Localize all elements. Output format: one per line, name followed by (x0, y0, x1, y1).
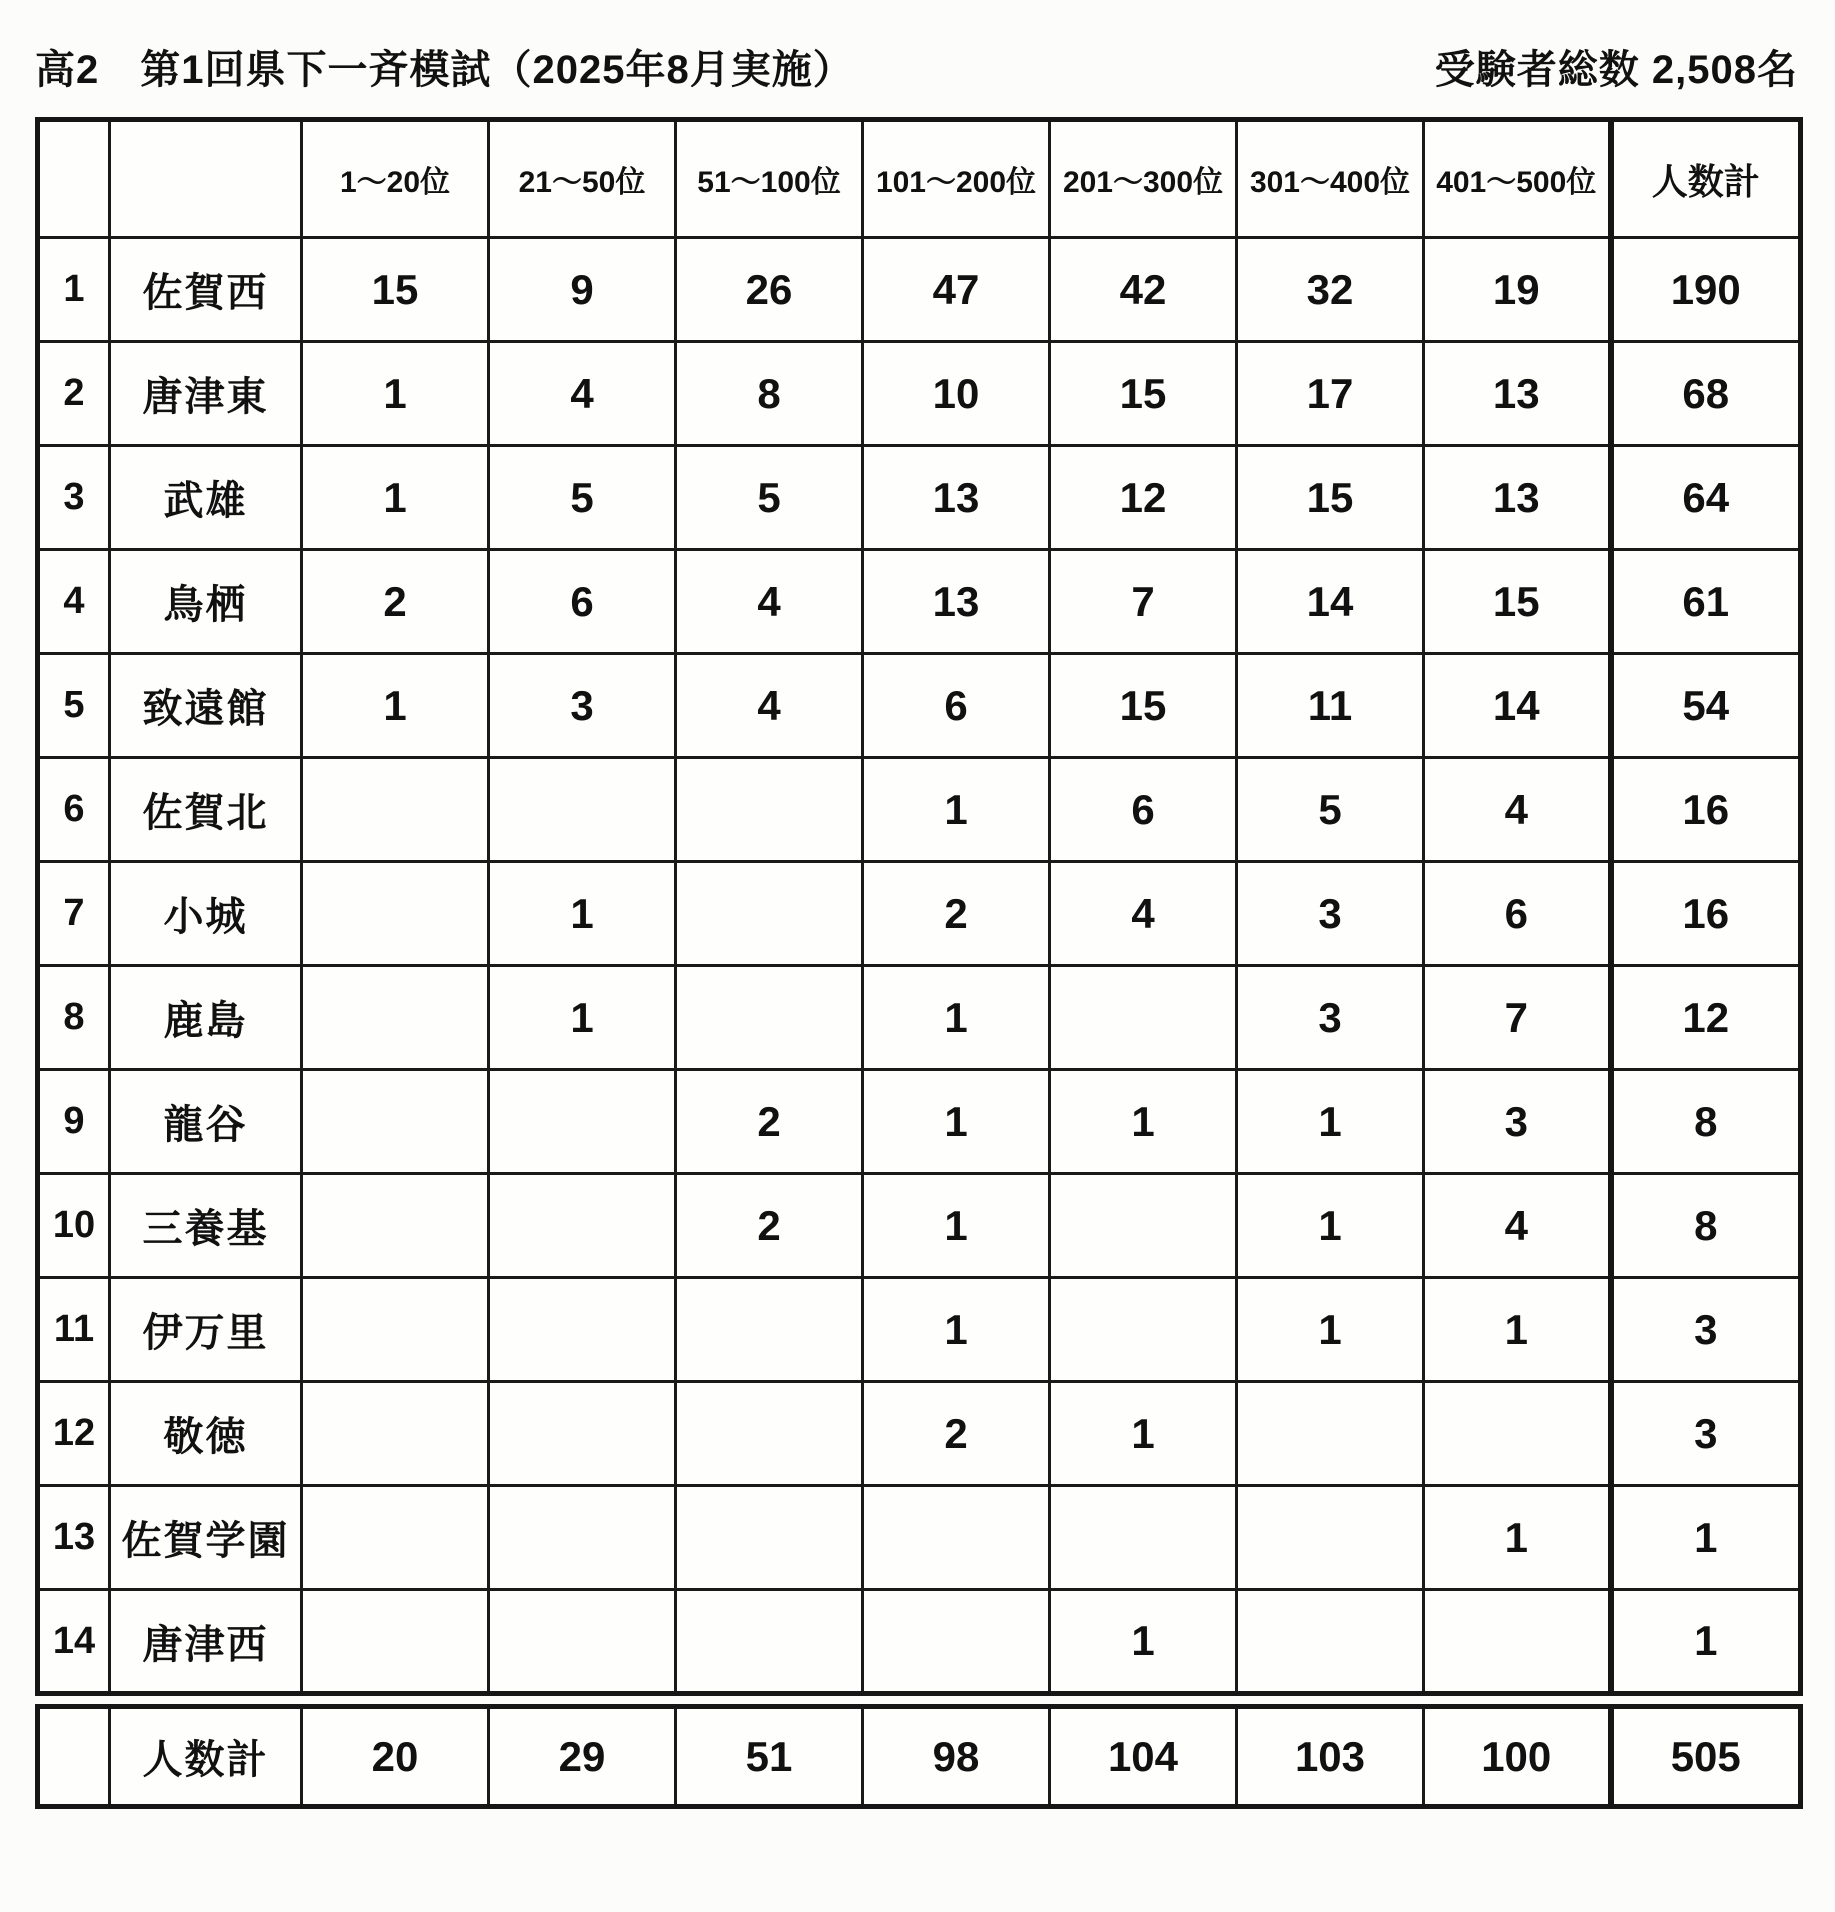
row-number: 1 (38, 238, 110, 342)
table-row (38, 758, 1801, 862)
totals-row (38, 1707, 1801, 1807)
cell-value (489, 1174, 676, 1278)
cell-value: 7 (1424, 966, 1611, 1070)
cell-value: 1 (1237, 1278, 1424, 1382)
cell-value: 1 (1050, 1070, 1237, 1174)
cell-value (863, 1486, 1050, 1590)
cell-value: 1 (1424, 1278, 1611, 1382)
cell-value (302, 1590, 489, 1694)
cell-value: 1 (863, 1278, 1050, 1382)
cell-value: 2 (863, 862, 1050, 966)
cell-value: 6 (863, 654, 1050, 758)
cell-value (676, 1382, 863, 1486)
cell-value: 2 (676, 1174, 863, 1278)
table-row (38, 1070, 1801, 1174)
cell-value: 10 (863, 342, 1050, 446)
table-row (38, 238, 1801, 342)
row-total: 8 (1611, 1174, 1801, 1278)
cell-value (676, 1278, 863, 1382)
row-total: 1 (1611, 1590, 1801, 1694)
table-row (38, 1174, 1801, 1278)
cell-value (302, 862, 489, 966)
table-row (38, 550, 1801, 654)
cell-value (1050, 1174, 1237, 1278)
school-name: 三養基 (110, 1174, 302, 1278)
school-name: 鹿島 (110, 966, 302, 1070)
row-number: 2 (38, 342, 110, 446)
cell-value: 4 (489, 342, 676, 446)
row-number: 7 (38, 862, 110, 966)
row-number: 13 (38, 1486, 110, 1590)
column-total: 104 (1050, 1707, 1237, 1807)
cell-value: 17 (1237, 342, 1424, 446)
row-total: 16 (1611, 758, 1801, 862)
school-header-cell (110, 120, 302, 238)
cell-value: 4 (1424, 1174, 1611, 1278)
school-name: 佐賀北 (110, 758, 302, 862)
cell-value (489, 1590, 676, 1694)
school-name: 唐津東 (110, 342, 302, 446)
column-header: 301～400位 (1237, 120, 1424, 238)
table-row (38, 862, 1801, 966)
cell-value (489, 1382, 676, 1486)
row-number: 12 (38, 1382, 110, 1486)
cell-value: 13 (1424, 446, 1611, 550)
cell-value (676, 1590, 863, 1694)
cell-value (1237, 1590, 1424, 1694)
school-rows (38, 238, 1801, 1694)
cell-value: 4 (1050, 862, 1237, 966)
cell-value: 1 (863, 966, 1050, 1070)
column-header: 101～200位 (863, 120, 1050, 238)
cell-value: 15 (1237, 446, 1424, 550)
cell-value: 3 (1237, 966, 1424, 1070)
row-number: 3 (38, 446, 110, 550)
row-number: 10 (38, 1174, 110, 1278)
table-row (38, 1278, 1801, 1382)
cell-value: 4 (676, 550, 863, 654)
cell-value: 19 (1424, 238, 1611, 342)
cell-value: 3 (1237, 862, 1424, 966)
cell-value: 2 (676, 1070, 863, 1174)
column-total: 100 (1424, 1707, 1611, 1807)
cell-value (676, 758, 863, 862)
cell-value (302, 758, 489, 862)
cell-value: 1 (863, 758, 1050, 862)
school-name: 鳥栖 (110, 550, 302, 654)
cell-value: 6 (1424, 862, 1611, 966)
school-name: 龍谷 (110, 1070, 302, 1174)
corner-cell (38, 120, 110, 238)
cell-value: 13 (863, 446, 1050, 550)
cell-value: 5 (489, 446, 676, 550)
cell-value: 1 (1237, 1174, 1424, 1278)
cell-value (1237, 1486, 1424, 1590)
totals-corner-cell (38, 1707, 110, 1807)
row-number: 5 (38, 654, 110, 758)
column-header: 21～50位 (489, 120, 676, 238)
row-number: 8 (38, 966, 110, 1070)
row-total: 64 (1611, 446, 1801, 550)
column-header-total: 人数計 (1611, 120, 1801, 238)
table-row (38, 342, 1801, 446)
row-total: 3 (1611, 1278, 1801, 1382)
table-row (38, 966, 1801, 1070)
school-name: 佐賀西 (110, 238, 302, 342)
cell-value: 14 (1237, 550, 1424, 654)
cell-value: 2 (302, 550, 489, 654)
cell-value (302, 1070, 489, 1174)
column-header: 201～300位 (1050, 120, 1237, 238)
school-name: 佐賀学園 (110, 1486, 302, 1590)
cell-value: 3 (1424, 1070, 1611, 1174)
school-name: 敬徳 (110, 1382, 302, 1486)
table-row (38, 1382, 1801, 1486)
row-total: 16 (1611, 862, 1801, 966)
cell-value (1237, 1382, 1424, 1486)
cell-value: 13 (1424, 342, 1611, 446)
cell-value: 4 (1424, 758, 1611, 862)
row-total: 1 (1611, 1486, 1801, 1590)
cell-value: 2 (863, 1382, 1050, 1486)
cell-value: 1 (489, 966, 676, 1070)
cell-value (1050, 1486, 1237, 1590)
cell-value: 32 (1237, 238, 1424, 342)
cell-value: 1 (863, 1070, 1050, 1174)
column-header: 1～20位 (302, 120, 489, 238)
column-header: 401～500位 (1424, 120, 1611, 238)
table-row (38, 654, 1801, 758)
column-total: 29 (489, 1707, 676, 1807)
cell-value: 15 (1424, 550, 1611, 654)
column-total: 98 (863, 1707, 1050, 1807)
document-page (35, 0, 1798, 1809)
cell-value: 6 (1050, 758, 1237, 862)
cell-value: 15 (302, 238, 489, 342)
school-name: 小城 (110, 862, 302, 966)
row-total: 190 (1611, 238, 1801, 342)
cell-value: 13 (863, 550, 1050, 654)
row-number: 11 (38, 1278, 110, 1382)
cell-value: 4 (676, 654, 863, 758)
cell-value (676, 966, 863, 1070)
cell-value (1050, 966, 1237, 1070)
row-total: 68 (1611, 342, 1801, 446)
school-name: 致遠館 (110, 654, 302, 758)
totals-label: 人数計 (110, 1707, 302, 1807)
cell-value (1050, 1278, 1237, 1382)
cell-value: 14 (1424, 654, 1611, 758)
cell-value: 1 (489, 862, 676, 966)
cell-value: 26 (676, 238, 863, 342)
cell-value: 1 (1424, 1486, 1611, 1590)
school-name: 伊万里 (110, 1278, 302, 1382)
cell-value: 7 (1050, 550, 1237, 654)
column-total: 103 (1237, 1707, 1424, 1807)
cell-value: 1 (1050, 1590, 1237, 1694)
row-total: 61 (1611, 550, 1801, 654)
column-total: 20 (302, 1707, 489, 1807)
table-row (38, 1486, 1801, 1590)
row-number: 14 (38, 1590, 110, 1694)
cell-value: 5 (676, 446, 863, 550)
school-name: 武雄 (110, 446, 302, 550)
row-total: 8 (1611, 1070, 1801, 1174)
cell-value: 6 (489, 550, 676, 654)
row-number: 9 (38, 1070, 110, 1174)
cell-value: 42 (1050, 238, 1237, 342)
school-name: 唐津西 (110, 1590, 302, 1694)
table-row (38, 1590, 1801, 1694)
row-number: 4 (38, 550, 110, 654)
cell-value (302, 1278, 489, 1382)
cell-value (676, 1486, 863, 1590)
cell-value (302, 1174, 489, 1278)
cell-value: 9 (489, 238, 676, 342)
cell-value: 1 (302, 654, 489, 758)
column-header: 51～100位 (676, 120, 863, 238)
page-title: 高2 第1回県下一斉模試（2025年8月実施） (35, 48, 854, 92)
cell-value: 15 (1050, 654, 1237, 758)
document-header (35, 38, 1798, 95)
header-row (38, 120, 1801, 238)
cell-value: 1 (1050, 1382, 1237, 1486)
cell-value (489, 1486, 676, 1590)
cell-value: 1 (302, 446, 489, 550)
cell-value (489, 758, 676, 862)
cell-value (489, 1278, 676, 1382)
total-examinees-label: 受験者総数 2,508名 (1434, 48, 1798, 92)
cell-value (676, 862, 863, 966)
cell-value (302, 1486, 489, 1590)
row-number: 6 (38, 758, 110, 862)
results-table (35, 117, 1803, 1696)
cell-value (302, 966, 489, 1070)
column-total: 51 (676, 1707, 863, 1807)
cell-value: 12 (1050, 446, 1237, 550)
cell-value: 3 (489, 654, 676, 758)
cell-value (302, 1382, 489, 1486)
row-total: 3 (1611, 1382, 1801, 1486)
row-total: 12 (1611, 966, 1801, 1070)
cell-value: 1 (863, 1174, 1050, 1278)
cell-value: 8 (676, 342, 863, 446)
cell-value: 1 (302, 342, 489, 446)
cell-value (1424, 1590, 1611, 1694)
cell-value: 11 (1237, 654, 1424, 758)
row-total: 54 (1611, 654, 1801, 758)
cell-value: 5 (1237, 758, 1424, 862)
cell-value (863, 1590, 1050, 1694)
grand-total: 505 (1611, 1707, 1801, 1807)
totals-table (35, 1704, 1803, 1809)
cell-value: 15 (1050, 342, 1237, 446)
table-row (38, 446, 1801, 550)
cell-value (489, 1070, 676, 1174)
cell-value: 1 (1237, 1070, 1424, 1174)
cell-value (1424, 1382, 1611, 1486)
cell-value: 47 (863, 238, 1050, 342)
